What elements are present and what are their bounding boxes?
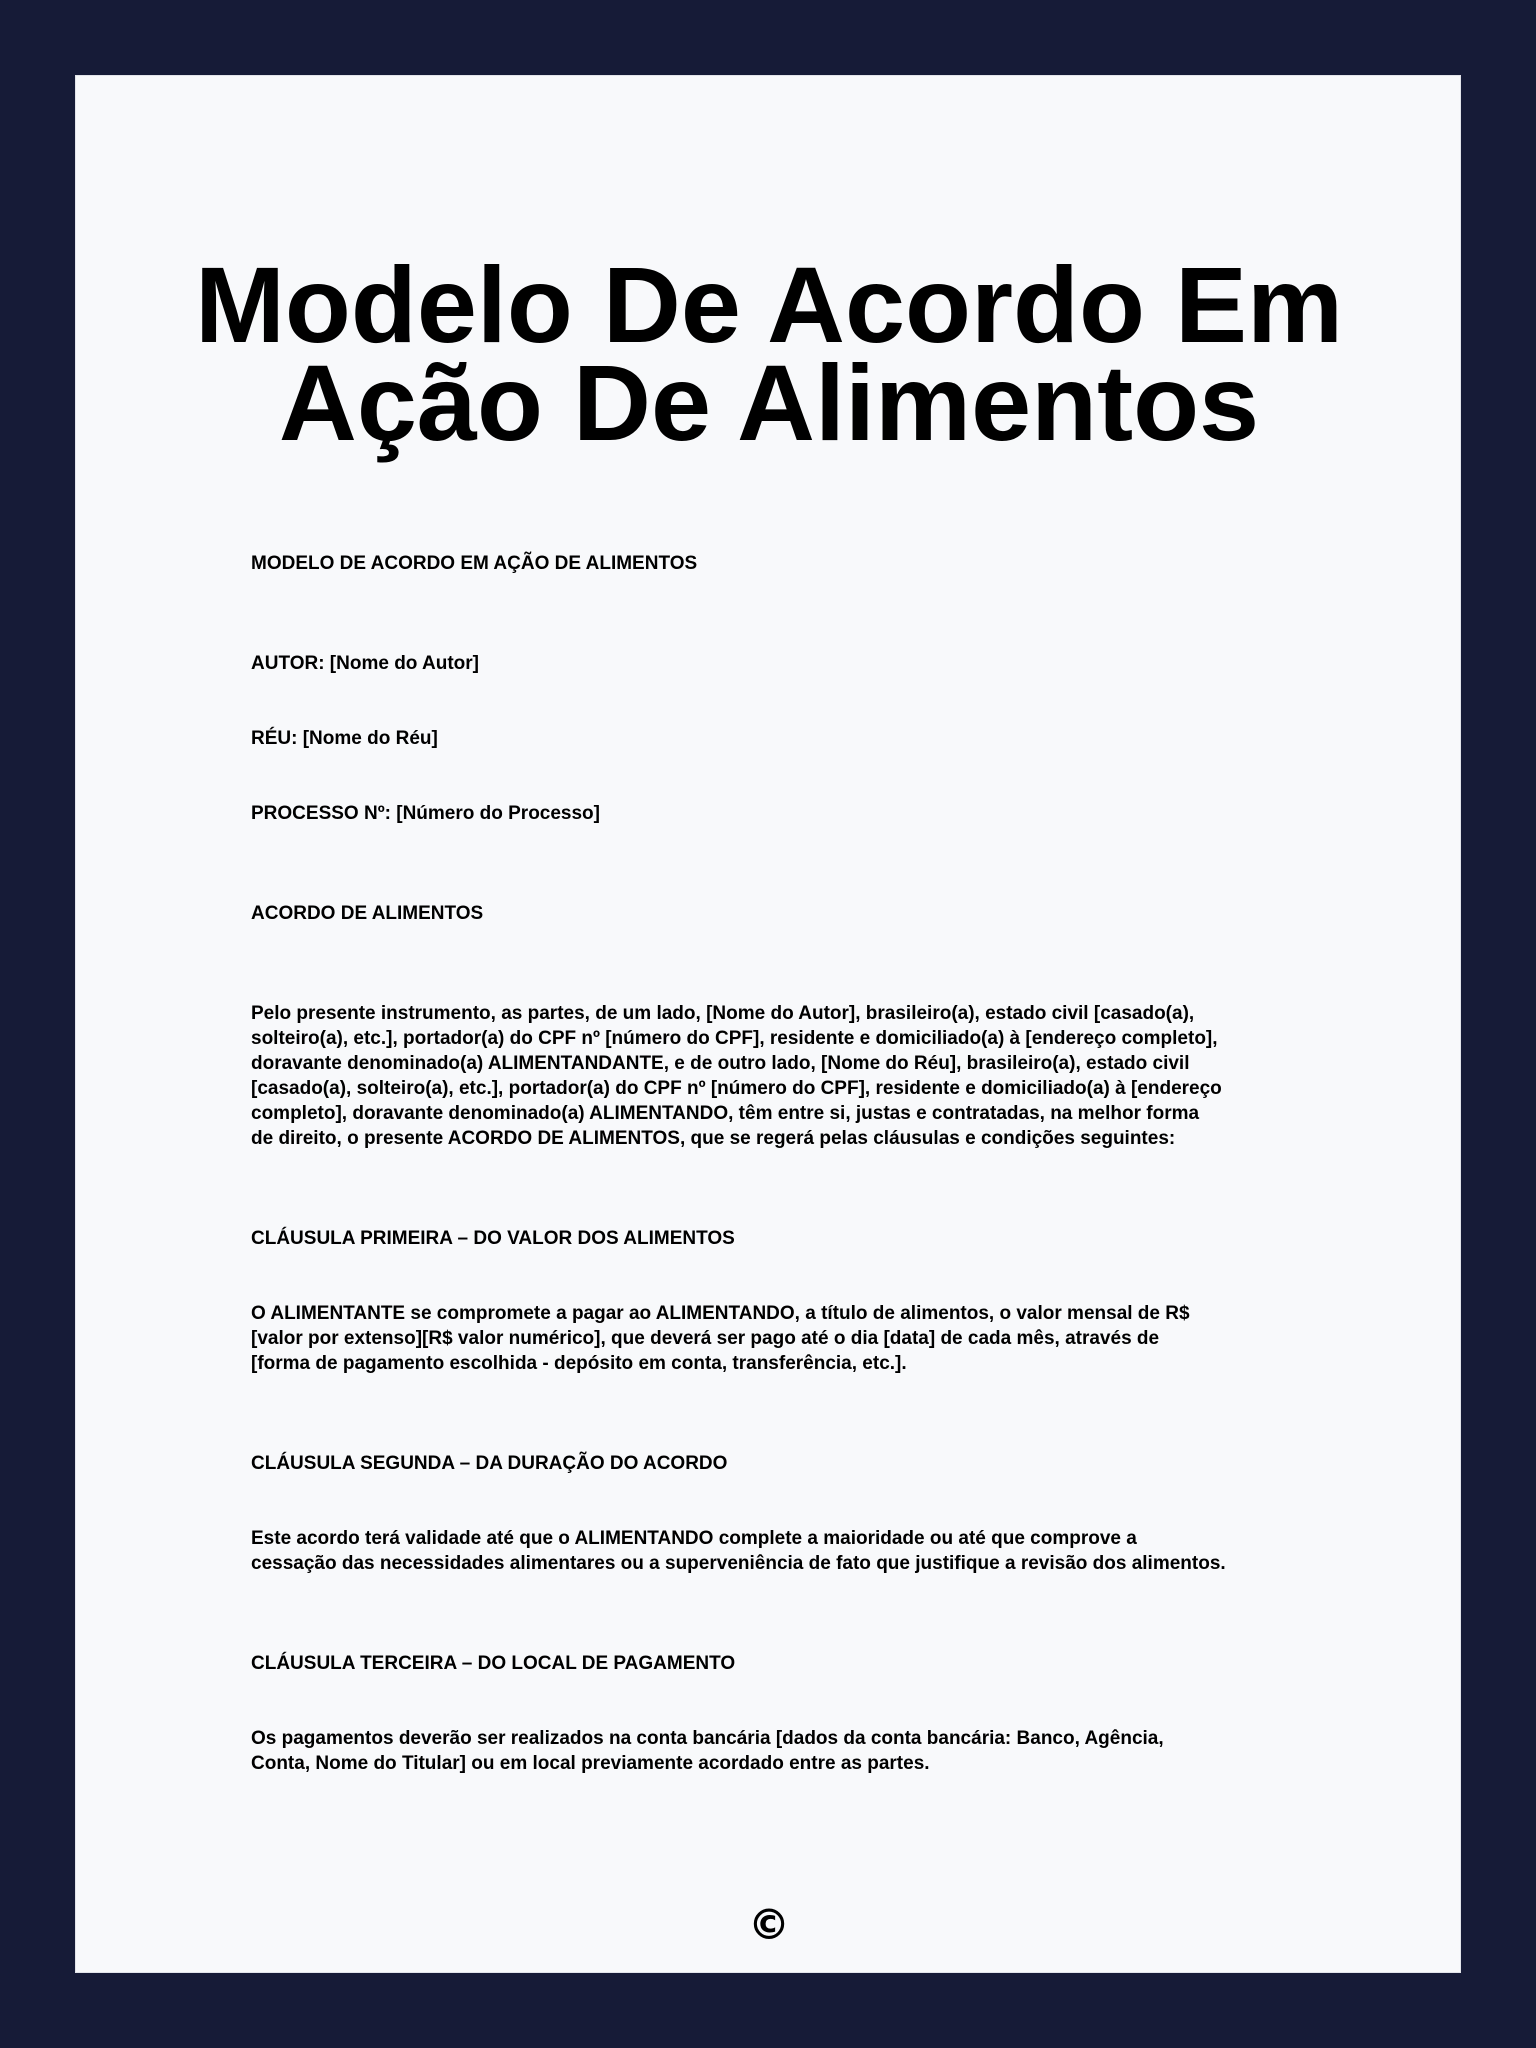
processo-line: PROCESSO Nº: [Número do Processo]	[251, 803, 600, 824]
clausula-primeira-heading: CLÁUSULA PRIMEIRA – DO VALOR DOS ALIMENTOS	[251, 1228, 735, 1249]
clausula-line: [forma de pagamento escolhida - depósito em conta, transferência, etc.].	[251, 1353, 907, 1374]
document-heading: MODELO DE ACORDO EM AÇÃO DE ALIMENTOS	[251, 553, 698, 574]
intro-line: de direito, o presente ACORDO DE ALIMENTOS, que se regerá pelas cláusulas e condições seguintes:	[251, 1128, 1176, 1149]
clausula-line: O ALIMENTANTE se compromete a pagar ao ALIMENTANDO, a título de alimentos, o valor mensal de R$	[251, 1303, 1190, 1324]
intro-line: doravante denominado(a) ALIMENTANDANTE, e de outro lado, [Nome do Réu], brasileiro(a), estado civil	[251, 1053, 1190, 1074]
acordo-heading: ACORDO DE ALIMENTOS	[251, 903, 484, 924]
clausula-line: cessação das necessidades alimentares ou a superveniência de fato que justifique a revisão dos alimentos.	[251, 1553, 1226, 1574]
page-title: Modelo De Acordo Em Ação De Alimentos	[194, 244, 1344, 463]
autor-line: AUTOR: [Nome do Autor]	[251, 653, 479, 674]
copyright-icon: ©	[748, 1900, 790, 1949]
intro-line: completo], doravante denominado(a) ALIMENTANDO, têm entre si, justas e contratadas, na melhor forma	[251, 1103, 1200, 1124]
document-page	[75, 75, 1461, 1973]
intro-paragraph	[251, 1001, 1291, 1151]
intro-line: Pelo presente instrumento, as partes, de um lado, [Nome do Autor], brasileiro(a), estado civil [casado(a),	[251, 1003, 1195, 1024]
clausula-segunda-heading: CLÁUSULA SEGUNDA – DA DURAÇÃO DO ACORDO	[251, 1453, 728, 1474]
clausula-line: Os pagamentos deverão ser realizados na conta bancária [dados da conta bancária: Banco, Agência,	[251, 1728, 1164, 1749]
clausula-line: [valor por extenso][R$ valor numérico], que deverá ser pago até o dia [data] de cada mês, através de	[251, 1328, 1160, 1349]
clausula-line: Conta, Nome do Titular] ou em local previamente acordado entre as partes.	[251, 1753, 930, 1774]
intro-line: solteiro(a), etc.], portador(a) do CPF nº [número do CPF], residente e domiciliado(a) à [endereço completo],	[251, 1028, 1218, 1049]
intro-line: [casado(a), solteiro(a), etc.], portador(a) do CPF nº [número do CPF], residente e domiciliado(a) à [endereço	[251, 1078, 1222, 1099]
clausula-line: Este acordo terá validade até que o ALIMENTANDO complete a maioridade ou até que comprove a	[251, 1528, 1137, 1549]
clausula-segunda-text	[251, 1526, 1291, 1576]
clausula-terceira-text	[251, 1726, 1291, 1776]
reu-line: RÉU: [Nome do Réu]	[251, 728, 438, 749]
clausula-primeira-text	[251, 1301, 1291, 1376]
clausula-terceira-heading: CLÁUSULA TERCEIRA – DO LOCAL DE PAGAMENTO	[251, 1653, 736, 1674]
